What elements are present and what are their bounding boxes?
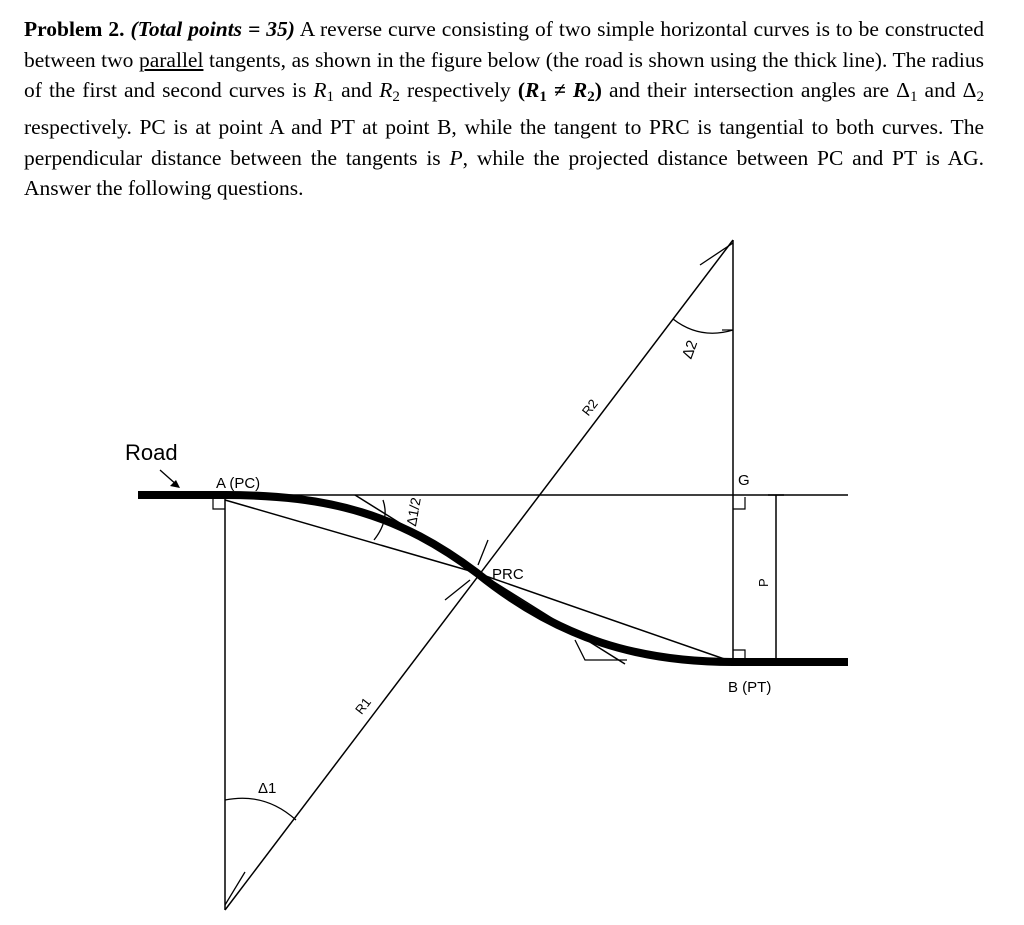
text-3: respectively bbox=[399, 78, 518, 102]
delta-symbol: Δ bbox=[962, 78, 977, 102]
radius-r1-label: R1 bbox=[352, 694, 375, 718]
right-angle-g bbox=[733, 497, 745, 509]
sub-two: 2 bbox=[587, 88, 595, 105]
not-equal: ≠ bbox=[546, 78, 573, 102]
r-symbol: R bbox=[379, 78, 393, 102]
p-symbol: P bbox=[449, 145, 463, 170]
delta1-arc bbox=[225, 798, 296, 820]
text-4: and their intersection angles are bbox=[608, 78, 897, 102]
text-2: tangents, as shown in the figure below (the road is shown using the thick line). The radius of the first and second curves is bbox=[24, 47, 984, 102]
point-a-label: A (PC) bbox=[216, 475, 261, 492]
r-symbol: R bbox=[313, 78, 327, 102]
text-6: , while the projected distance between PC and PT is AG. Answer the following questions. bbox=[24, 145, 984, 201]
radius-r2-label: R2 bbox=[578, 396, 601, 419]
delta1-label: Δ1 bbox=[258, 780, 277, 797]
prc-label: PRC bbox=[492, 566, 524, 583]
and-2: and bbox=[917, 78, 963, 102]
road-label: Road bbox=[125, 440, 178, 465]
underlined-word: parallel bbox=[138, 47, 204, 72]
and-1: and bbox=[334, 78, 380, 102]
point-b-label: B (PT) bbox=[728, 679, 772, 696]
sub-one: 1 bbox=[909, 88, 918, 105]
text-5: respectively. PC is at point A and PT at point B, while the tangent to PRC is tangential to both curves. The perpendicular distance between the tangents is bbox=[24, 115, 984, 170]
sub-two: 2 bbox=[392, 88, 400, 105]
delta2-arc bbox=[673, 319, 733, 333]
delta-symbol: Δ bbox=[896, 78, 910, 102]
r-symbol: R bbox=[525, 78, 540, 102]
delta2-label: Δ2 bbox=[678, 338, 702, 362]
problem-statement: Problem 2. (Total points = 35) A reverse curve consisting of two simple horizontal curves is to be constructed between two parallel tangents, as shown in the figure below (the road is shown using the thick line). The radius of the first and second curves is $R_1$ and $R_2$ respectively $(R_1 \ne R_2)$ and their intersection angles are $\Delta_1$ and $\Delta_2$ respectively. PC is at point A and PT at point B, while the tangent to PRC is tangential to both curves. The perpendicular distance between the tangents is P, while the projected distance between PC and PT is AG. Answer the following questions. bbox=[24, 17, 985, 201]
sub-one: 1 bbox=[539, 88, 547, 105]
r-symbol: R bbox=[572, 78, 588, 102]
chord-prc-b bbox=[477, 573, 733, 662]
text-1: A reverse curve consisting of two simple horizontal curves is to be constructed between two bbox=[24, 17, 985, 72]
prc-arrow-mark-2 bbox=[445, 580, 470, 600]
total-points: (Total points = 35) bbox=[130, 17, 295, 41]
sub-two: 2 bbox=[976, 88, 985, 105]
problem-heading: Problem 2. bbox=[24, 17, 125, 41]
road-pointer-arrowhead bbox=[170, 480, 180, 488]
delta1-half-label: Δ1/2 bbox=[403, 496, 424, 528]
p-distance-label: P bbox=[756, 578, 771, 587]
point-g-label: G bbox=[738, 472, 750, 489]
prc-arrow-mark bbox=[478, 540, 488, 565]
sub-one: 1 bbox=[326, 88, 335, 105]
